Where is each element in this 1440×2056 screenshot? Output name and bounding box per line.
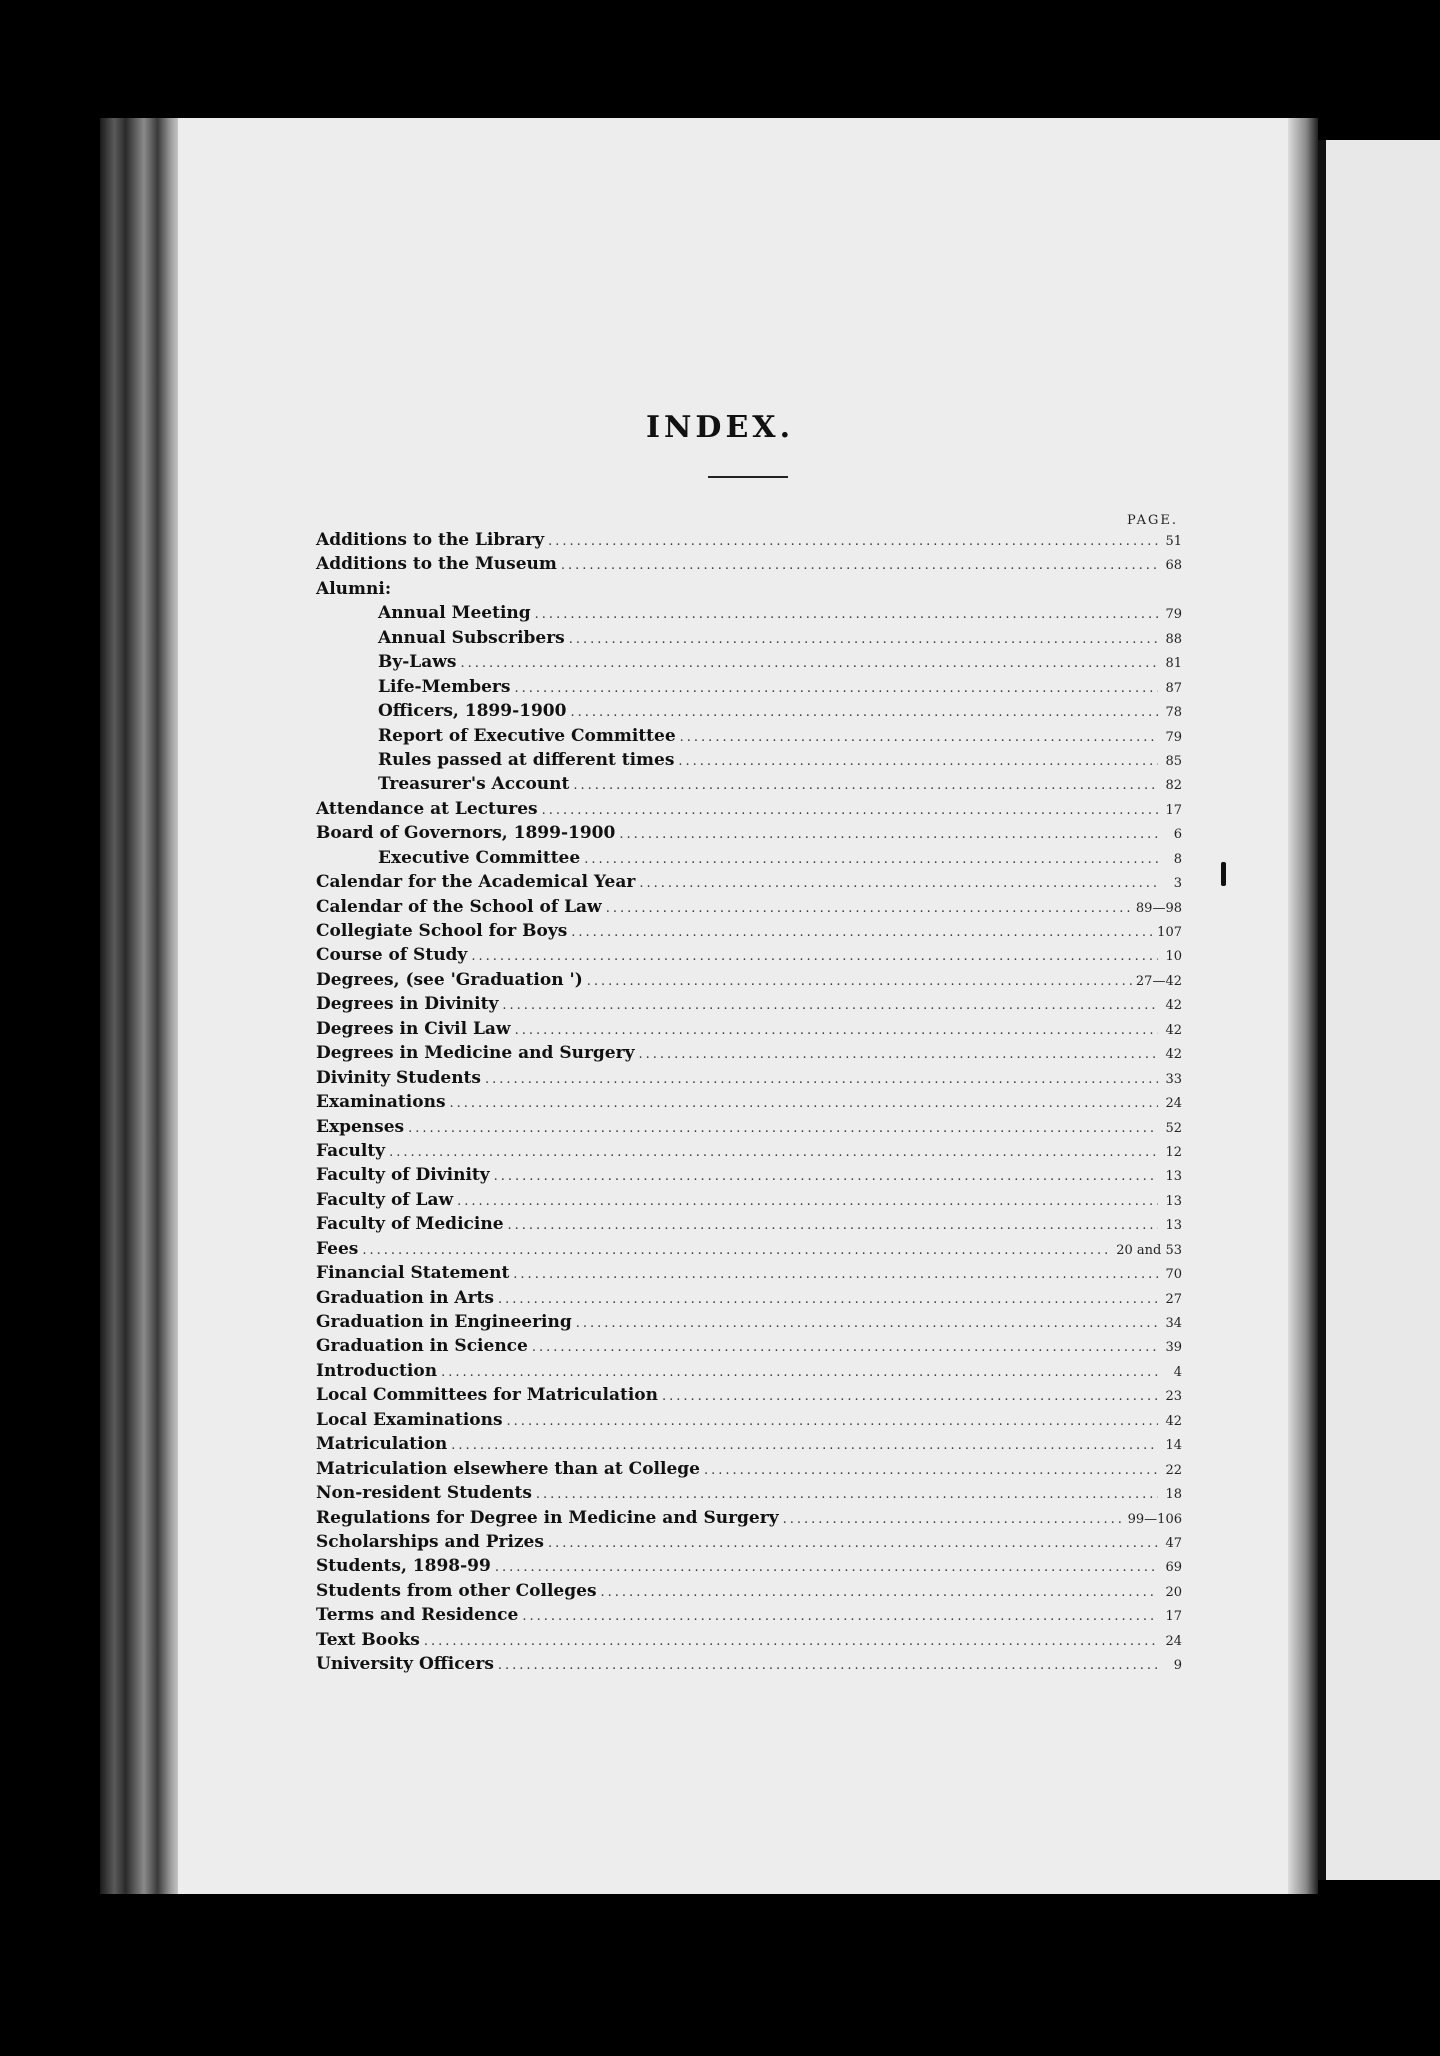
entry-page-number: 27—42 — [1135, 973, 1182, 989]
entry-label: Non-resident Students — [316, 1483, 532, 1504]
entry-label: Degrees in Divinity — [316, 994, 499, 1015]
entry-page-number: 78 — [1165, 705, 1182, 721]
index-entry — [316, 1556, 1182, 1580]
index-entry — [316, 1434, 1182, 1458]
entry-label: Rules passed at different times — [378, 749, 675, 770]
index-entry — [316, 628, 1182, 652]
index-entry — [316, 750, 1182, 774]
dot-leader — [569, 632, 1158, 647]
dot-leader — [457, 1194, 1158, 1209]
entry-label: Annual Meeting — [378, 603, 531, 624]
dot-leader — [513, 1267, 1158, 1282]
entry-label: Life-Members — [378, 676, 511, 697]
entry-page-number: 42 — [1165, 1022, 1182, 1038]
entry-page-number: 3 — [1173, 876, 1182, 892]
index-entry — [316, 1141, 1182, 1165]
index-entry — [316, 1336, 1182, 1360]
index-entry — [316, 994, 1182, 1018]
entry-page-number: 99—106 — [1127, 1511, 1182, 1527]
entry-page-number: 13 — [1165, 1218, 1182, 1234]
entry-page-number: 47 — [1165, 1535, 1182, 1551]
dot-leader — [680, 730, 1158, 745]
index-entry — [316, 1385, 1182, 1409]
dot-leader — [532, 1340, 1158, 1355]
entry-page-number: 24 — [1165, 1096, 1182, 1112]
entry-page-number: 9 — [1173, 1658, 1182, 1674]
entry-page-number: 88 — [1165, 631, 1182, 647]
entry-label: University Officers — [316, 1654, 494, 1675]
entry-page-number: 4 — [1173, 1364, 1182, 1380]
dot-leader — [471, 949, 1158, 964]
dot-leader — [450, 1096, 1158, 1111]
dot-leader — [485, 1072, 1158, 1087]
index-entry — [316, 1068, 1182, 1092]
entry-label: Introduction — [316, 1360, 438, 1381]
dot-leader — [548, 534, 1158, 549]
dot-leader — [678, 754, 1158, 769]
dot-leader — [584, 852, 1158, 867]
entry-page-number: 52 — [1165, 1120, 1182, 1136]
margin-mark — [1221, 862, 1226, 886]
index-entry — [316, 554, 1182, 578]
entry-label: Collegiate School for Boys — [316, 921, 568, 941]
entry-label: Students from other Colleges — [316, 1580, 597, 1601]
dot-leader — [502, 998, 1158, 1013]
entry-page-number: 17 — [1165, 802, 1182, 818]
entry-label: Calendar of the School of Law — [316, 896, 602, 917]
index-entry — [316, 701, 1182, 725]
entry-label: Scholarships and Prizes — [316, 1531, 544, 1552]
index-entry — [316, 1630, 1182, 1654]
dot-leader — [561, 558, 1158, 573]
entry-label: Degrees, (see 'Graduation ') — [316, 969, 583, 990]
entry-label: Annual Subscribers — [378, 627, 565, 648]
index-entry — [316, 1263, 1182, 1287]
index-entries — [316, 530, 1182, 1679]
index-entry — [316, 1410, 1182, 1434]
index-entry — [316, 652, 1182, 676]
dot-leader — [522, 1609, 1158, 1624]
dot-leader — [542, 803, 1158, 818]
dot-leader — [619, 827, 1158, 842]
index-entry — [316, 726, 1182, 750]
entry-label: Report of Executive Committee — [378, 725, 676, 746]
entry-label: Faculty of Medicine — [316, 1214, 504, 1235]
index-entry — [316, 970, 1182, 994]
entry-page-number: 27 — [1165, 1291, 1182, 1307]
index-entry — [316, 872, 1182, 896]
index-entry — [316, 579, 1182, 603]
dot-leader — [571, 925, 1153, 940]
index-entry — [316, 1483, 1182, 1507]
entry-page-number: 39 — [1165, 1340, 1182, 1356]
index-entry — [316, 921, 1182, 945]
entry-page-number: 20 and 53 — [1116, 1242, 1182, 1258]
page-column-heading: PAGE. — [1127, 513, 1178, 528]
dot-leader — [362, 1243, 1112, 1258]
entry-label: Matriculation elsewhere than at College — [316, 1458, 700, 1479]
dot-leader — [508, 1218, 1158, 1233]
dot-leader — [783, 1512, 1124, 1527]
entry-page-number: 69 — [1165, 1560, 1182, 1576]
dot-leader — [408, 1121, 1158, 1136]
entry-label: Local Committees for Matriculation — [316, 1385, 658, 1406]
dot-leader — [451, 1438, 1158, 1453]
entry-page-number: 18 — [1165, 1487, 1182, 1503]
entry-page-number: 51 — [1165, 534, 1182, 549]
entry-page-number: 34 — [1165, 1316, 1182, 1331]
entry-page-number: 13 — [1165, 1169, 1182, 1185]
dot-leader — [573, 778, 1158, 793]
entry-label: Calendar for the Academical Year — [316, 872, 636, 893]
entry-page-number: 20 — [1165, 1584, 1182, 1600]
entry-label: Faculty — [316, 1140, 386, 1161]
index-entry — [316, 1165, 1182, 1189]
entry-page-number: 70 — [1165, 1267, 1182, 1283]
entry-page-number: 42 — [1165, 1047, 1182, 1063]
entry-page-number: 87 — [1165, 680, 1182, 696]
entry-label: Terms and Residence — [316, 1605, 519, 1626]
dot-leader — [536, 1487, 1158, 1502]
entry-page-number: 33 — [1165, 1071, 1182, 1087]
entry-page-number: 82 — [1165, 778, 1182, 794]
dot-leader — [570, 705, 1158, 720]
index-entry — [316, 823, 1182, 847]
index-entry — [316, 1117, 1182, 1141]
entry-page-number: 8 — [1173, 851, 1182, 867]
index-entry — [316, 945, 1182, 969]
entry-label: Local Examinations — [316, 1409, 503, 1430]
dot-leader — [441, 1365, 1158, 1380]
entry-label: Examinations — [316, 1092, 446, 1113]
index-entry — [316, 1532, 1182, 1556]
entry-page-number: 12 — [1165, 1144, 1182, 1160]
dot-leader — [535, 607, 1158, 622]
index-entry — [316, 848, 1182, 872]
dot-leader — [389, 1145, 1158, 1160]
entry-label: Fees — [316, 1238, 359, 1259]
index-entry — [316, 1605, 1182, 1629]
entry-label: Faculty of Divinity — [316, 1165, 490, 1186]
entry-label: Expenses — [316, 1116, 405, 1137]
entry-label: Divinity Students — [316, 1067, 481, 1088]
index-entry — [316, 1214, 1182, 1238]
entry-label: Additions to the Museum — [316, 554, 557, 575]
entry-page-number: 79 — [1165, 607, 1182, 623]
entry-page-number: 42 — [1165, 998, 1182, 1014]
entry-label: By-Laws — [378, 652, 457, 673]
entry-label: Regulations for Degree in Medicine and Surgery — [316, 1507, 779, 1528]
entry-page-number: 22 — [1165, 1462, 1182, 1478]
dot-leader — [548, 1536, 1158, 1551]
facing-page-edge — [1318, 140, 1326, 1880]
entry-label: Executive Committee — [378, 847, 581, 868]
entry-label: Attendance at Lectures — [316, 798, 538, 819]
entry-label: Graduation in Engineering — [316, 1312, 572, 1332]
entry-label: Graduation in Science — [316, 1336, 528, 1357]
index-entry — [316, 897, 1182, 921]
entry-page-number: 107 — [1157, 925, 1182, 940]
index-entry — [316, 1190, 1182, 1214]
entry-label: Degrees in Civil Law — [316, 1018, 511, 1039]
dot-leader — [704, 1463, 1158, 1478]
dot-leader — [507, 1414, 1158, 1429]
index-entry — [316, 1361, 1182, 1385]
index-entry — [316, 530, 1182, 554]
entry-label: Graduation in Arts — [316, 1287, 494, 1308]
dot-leader — [514, 681, 1158, 696]
index-entry — [316, 1459, 1182, 1483]
page-title: INDEX. — [645, 410, 795, 445]
entry-page-number: 14 — [1165, 1438, 1182, 1454]
dot-leader — [495, 1560, 1158, 1575]
entry-page-number: 85 — [1165, 753, 1182, 769]
index-entry — [316, 1288, 1182, 1312]
index-entry — [316, 1239, 1182, 1263]
entry-page-number: 79 — [1165, 729, 1182, 745]
dot-leader — [498, 1292, 1158, 1307]
index-entry — [316, 677, 1182, 701]
entry-label: Text Books — [316, 1629, 420, 1650]
dot-leader — [606, 901, 1132, 916]
entry-label: Degrees in Medicine and Surgery — [316, 1043, 635, 1064]
index-entry — [316, 1043, 1182, 1067]
index-entry — [316, 774, 1182, 798]
title-rule — [708, 476, 788, 478]
entry-label: Board of Governors, 1899-1900 — [316, 823, 616, 844]
dot-leader — [515, 1023, 1158, 1038]
entry-label: Officers, 1899-1900 — [378, 701, 567, 722]
entry-label: Course of Study — [316, 945, 468, 966]
entry-page-number: 23 — [1165, 1389, 1182, 1405]
entry-page-number: 6 — [1173, 827, 1182, 843]
facing-page — [1318, 140, 1440, 1880]
book-spine — [100, 118, 180, 1894]
entry-label: Financial Statement — [316, 1263, 510, 1284]
dot-leader — [639, 876, 1158, 891]
dot-leader — [662, 1389, 1158, 1404]
entry-page-number: 68 — [1165, 558, 1182, 574]
dot-leader — [638, 1047, 1158, 1062]
entry-page-number: 81 — [1165, 656, 1182, 672]
index-entry — [316, 1654, 1182, 1678]
entry-label: Students, 1898-99 — [316, 1556, 491, 1577]
dot-leader — [587, 974, 1132, 989]
index-entry — [316, 1508, 1182, 1532]
entry-page-number: 24 — [1165, 1633, 1182, 1649]
dot-leader — [424, 1634, 1158, 1649]
dot-leader — [460, 656, 1158, 671]
entry-page-number: 10 — [1165, 949, 1182, 965]
dot-leader — [601, 1585, 1158, 1600]
entry-page-number: 13 — [1165, 1193, 1182, 1209]
entry-page-number: 42 — [1165, 1413, 1182, 1429]
dot-leader — [498, 1658, 1158, 1673]
dot-leader — [576, 1316, 1158, 1331]
index-entry — [316, 1312, 1182, 1336]
index-entry — [316, 1581, 1182, 1605]
index-entry — [316, 1092, 1182, 1116]
entry-label: Faculty of Law — [316, 1189, 454, 1210]
entry-page-number: 17 — [1165, 1609, 1182, 1625]
page-gutter — [1288, 118, 1318, 1894]
dot-leader — [494, 1169, 1158, 1184]
entry-label: Matriculation — [316, 1434, 448, 1455]
entry-label: Treasurer's Account — [378, 774, 570, 795]
index-entry — [316, 603, 1182, 627]
entry-label: Additions to the Library — [316, 530, 545, 550]
entry-page-number: 89—98 — [1135, 900, 1182, 916]
index-entry — [316, 799, 1182, 823]
entry-label: Alumni: — [316, 578, 392, 599]
index-entry — [316, 1019, 1182, 1043]
